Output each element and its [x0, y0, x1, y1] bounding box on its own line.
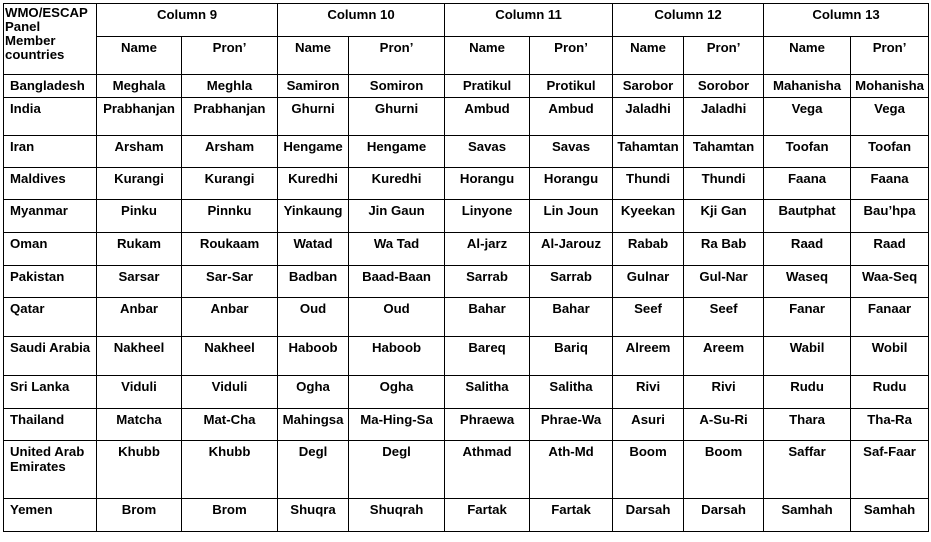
table-row	[4, 233, 929, 266]
table-row	[4, 499, 929, 532]
pronunciation-cell: Bahar	[530, 298, 613, 337]
pronunciation-subheader: Pron’	[530, 37, 613, 75]
name-cell: Mahingsa	[278, 409, 349, 441]
country-cell: Maldives	[4, 168, 97, 200]
table-row	[4, 376, 929, 409]
pronunciation-cell: Bau’hpa	[851, 200, 929, 233]
name-cell: Hengame	[278, 136, 349, 168]
country-cell: Qatar	[4, 298, 97, 337]
table-row	[4, 298, 929, 337]
name-cell: Pinku	[97, 200, 182, 233]
pronunciation-cell: Areem	[684, 337, 764, 376]
name-cell: Arsham	[97, 136, 182, 168]
pronunciation-cell: Anbar	[182, 298, 278, 337]
pronunciation-cell: Bariq	[530, 337, 613, 376]
pronunciation-cell: Pinnku	[182, 200, 278, 233]
table-row	[4, 98, 929, 136]
pronunciation-cell: Arsham	[182, 136, 278, 168]
pronunciation-cell: Wa Tad	[349, 233, 445, 266]
pronunciation-cell: Raad	[851, 233, 929, 266]
pronunciation-cell: Tha-Ra	[851, 409, 929, 441]
name-cell: Kyeekan	[613, 200, 684, 233]
country-cell: India	[4, 98, 97, 136]
pronunciation-cell: Sarrab	[530, 266, 613, 298]
pronunciation-cell: Jaladhi	[684, 98, 764, 136]
pronunciation-cell: Brom	[182, 499, 278, 532]
column-group-header-row	[4, 4, 929, 37]
name-cell: Shuqra	[278, 499, 349, 532]
name-cell: Degl	[278, 441, 349, 499]
name-cell: Fanar	[764, 298, 851, 337]
name-cell: Bahar	[445, 298, 530, 337]
country-cell: Thailand	[4, 409, 97, 441]
name-cell: Ogha	[278, 376, 349, 409]
name-cell: Rudu	[764, 376, 851, 409]
pronunciation-cell: Baad-Baan	[349, 266, 445, 298]
pronunciation-cell: Ogha	[349, 376, 445, 409]
pronunciation-cell: Khubb	[182, 441, 278, 499]
name-cell: Oud	[278, 298, 349, 337]
pronunciation-cell: Phrae-Wa	[530, 409, 613, 441]
name-cell: Samiron	[278, 75, 349, 98]
table-row	[4, 75, 929, 98]
name-cell: Bareq	[445, 337, 530, 376]
pronunciation-cell: Faana	[851, 168, 929, 200]
pronunciation-cell: Gul-Nar	[684, 266, 764, 298]
name-cell: Waseq	[764, 266, 851, 298]
name-cell: Phraewa	[445, 409, 530, 441]
name-cell: Saffar	[764, 441, 851, 499]
pronunciation-cell: Shuqrah	[349, 499, 445, 532]
name-cell: Samhah	[764, 499, 851, 532]
name-cell: Al-jarz	[445, 233, 530, 266]
name-cell: Rukam	[97, 233, 182, 266]
table-row	[4, 409, 929, 441]
pronunciation-cell: Viduli	[182, 376, 278, 409]
name-cell: Sarobor	[613, 75, 684, 98]
name-cell: Fartak	[445, 499, 530, 532]
pronunciation-cell: Darsah	[684, 499, 764, 532]
column-9-header: Column 9	[97, 4, 278, 37]
pronunciation-cell: Kji Gan	[684, 200, 764, 233]
pronunciation-cell: Wobil	[851, 337, 929, 376]
name-cell: Khubb	[97, 441, 182, 499]
table-row	[4, 266, 929, 298]
pronunciation-cell: Ghurni	[349, 98, 445, 136]
pronunciation-cell: Salitha	[530, 376, 613, 409]
pronunciation-cell: Ra Bab	[684, 233, 764, 266]
pronunciation-cell: Sar-Sar	[182, 266, 278, 298]
column-13-header: Column 13	[764, 4, 929, 37]
country-cell: Oman	[4, 233, 97, 266]
pronunciation-cell: Seef	[684, 298, 764, 337]
pronunciation-cell: Horangu	[530, 168, 613, 200]
name-cell: Raad	[764, 233, 851, 266]
column-11-header: Column 11	[445, 4, 613, 37]
pronunciation-cell: Fartak	[530, 499, 613, 532]
pronunciation-cell: Tahamtan	[684, 136, 764, 168]
name-cell: Boom	[613, 441, 684, 499]
name-cell: Yinkaung	[278, 200, 349, 233]
pronunciation-cell: Somiron	[349, 75, 445, 98]
name-cell: Tahamtan	[613, 136, 684, 168]
name-subheader: Name	[613, 37, 684, 75]
country-cell: Myanmar	[4, 200, 97, 233]
subheader-row	[4, 37, 929, 75]
name-cell: Matcha	[97, 409, 182, 441]
name-cell: Pratikul	[445, 75, 530, 98]
country-cell: Sri Lanka	[4, 376, 97, 409]
name-cell: Sarsar	[97, 266, 182, 298]
country-cell: Bangladesh	[4, 75, 97, 98]
name-cell: Darsah	[613, 499, 684, 532]
pronunciation-cell: Al-Jarouz	[530, 233, 613, 266]
pronunciation-cell: Rivi	[684, 376, 764, 409]
pronunciation-cell: Boom	[684, 441, 764, 499]
pronunciation-cell: Kurangi	[182, 168, 278, 200]
pronunciation-cell: Mat-Cha	[182, 409, 278, 441]
name-cell: Anbar	[97, 298, 182, 337]
pronunciation-cell: Prabhanjan	[182, 98, 278, 136]
pronunciation-cell: Degl	[349, 441, 445, 499]
pronunciation-cell: Vega	[851, 98, 929, 136]
table-row	[4, 136, 929, 168]
name-cell: Prabhanjan	[97, 98, 182, 136]
pronunciation-cell: Lin Joun	[530, 200, 613, 233]
pronunciation-cell: Oud	[349, 298, 445, 337]
column-12-header: Column 12	[613, 4, 764, 37]
name-cell: Horangu	[445, 168, 530, 200]
country-cell: Pakistan	[4, 266, 97, 298]
pronunciation-subheader: Pron’	[684, 37, 764, 75]
pronunciation-cell: Fanaar	[851, 298, 929, 337]
pronunciation-cell: Hengame	[349, 136, 445, 168]
name-cell: Jaladhi	[613, 98, 684, 136]
name-cell: Ghurni	[278, 98, 349, 136]
name-subheader: Name	[764, 37, 851, 75]
table-row	[4, 200, 929, 233]
name-cell: Alreem	[613, 337, 684, 376]
table-body	[4, 75, 929, 532]
pronunciation-cell: Haboob	[349, 337, 445, 376]
pronunciation-cell: Jin Gaun	[349, 200, 445, 233]
name-cell: Thundi	[613, 168, 684, 200]
name-cell: Athmad	[445, 441, 530, 499]
name-cell: Brom	[97, 499, 182, 532]
name-cell: Mahanisha	[764, 75, 851, 98]
name-cell: Sarrab	[445, 266, 530, 298]
name-cell: Linyone	[445, 200, 530, 233]
pronunciation-cell: Meghla	[182, 75, 278, 98]
name-cell: Wabil	[764, 337, 851, 376]
pronunciation-cell: Toofan	[851, 136, 929, 168]
name-cell: Faana	[764, 168, 851, 200]
pronunciation-cell: Saf-Faar	[851, 441, 929, 499]
name-cell: Seef	[613, 298, 684, 337]
name-cell: Vega	[764, 98, 851, 136]
name-cell: Rivi	[613, 376, 684, 409]
pronunciation-cell: Samhah	[851, 499, 929, 532]
name-cell: Rabab	[613, 233, 684, 266]
pronunciation-subheader: Pron’	[851, 37, 929, 75]
pronunciation-cell: Ath-Md	[530, 441, 613, 499]
name-cell: Salitha	[445, 376, 530, 409]
name-subheader: Name	[278, 37, 349, 75]
name-cell: Badban	[278, 266, 349, 298]
country-cell: Iran	[4, 136, 97, 168]
pronunciation-cell: Ma-Hing-Sa	[349, 409, 445, 441]
pronunciation-cell: Sorobor	[684, 75, 764, 98]
name-cell: Savas	[445, 136, 530, 168]
name-cell: Kuredhi	[278, 168, 349, 200]
pronunciation-cell: Protikul	[530, 75, 613, 98]
name-cell: Thara	[764, 409, 851, 441]
name-cell: Kurangi	[97, 168, 182, 200]
name-cell: Viduli	[97, 376, 182, 409]
country-cell: Yemen	[4, 499, 97, 532]
pronunciation-cell: Waa-Seq	[851, 266, 929, 298]
country-cell: United Arab Emirates	[4, 441, 97, 499]
column-10-header: Column 10	[278, 4, 445, 37]
name-cell: Toofan	[764, 136, 851, 168]
name-cell: Nakheel	[97, 337, 182, 376]
name-cell: Asuri	[613, 409, 684, 441]
table-row	[4, 168, 929, 200]
pronunciation-subheader: Pron’	[182, 37, 278, 75]
name-subheader: Name	[445, 37, 530, 75]
pronunciation-cell: Rudu	[851, 376, 929, 409]
table-row	[4, 337, 929, 376]
name-cell: Meghala	[97, 75, 182, 98]
pronunciation-subheader: Pron’	[349, 37, 445, 75]
name-cell: Watad	[278, 233, 349, 266]
pronunciation-cell: Roukaam	[182, 233, 278, 266]
pronunciation-cell: Thundi	[684, 168, 764, 200]
pronunciation-cell: Kuredhi	[349, 168, 445, 200]
pronunciation-cell: Ambud	[530, 98, 613, 136]
name-cell: Haboob	[278, 337, 349, 376]
pronunciation-cell: A-Su-Ri	[684, 409, 764, 441]
corner-header: WMO/ESCAP Panel Member countries	[4, 4, 97, 75]
name-cell: Gulnar	[613, 266, 684, 298]
pronunciation-cell: Mohanisha	[851, 75, 929, 98]
pronunciation-cell: Nakheel	[182, 337, 278, 376]
country-cell: Saudi Arabia	[4, 337, 97, 376]
table-row	[4, 441, 929, 499]
pronunciation-cell: Savas	[530, 136, 613, 168]
name-cell: Ambud	[445, 98, 530, 136]
name-subheader: Name	[97, 37, 182, 75]
name-cell: Bautphat	[764, 200, 851, 233]
cyclone-names-table	[3, 3, 929, 532]
